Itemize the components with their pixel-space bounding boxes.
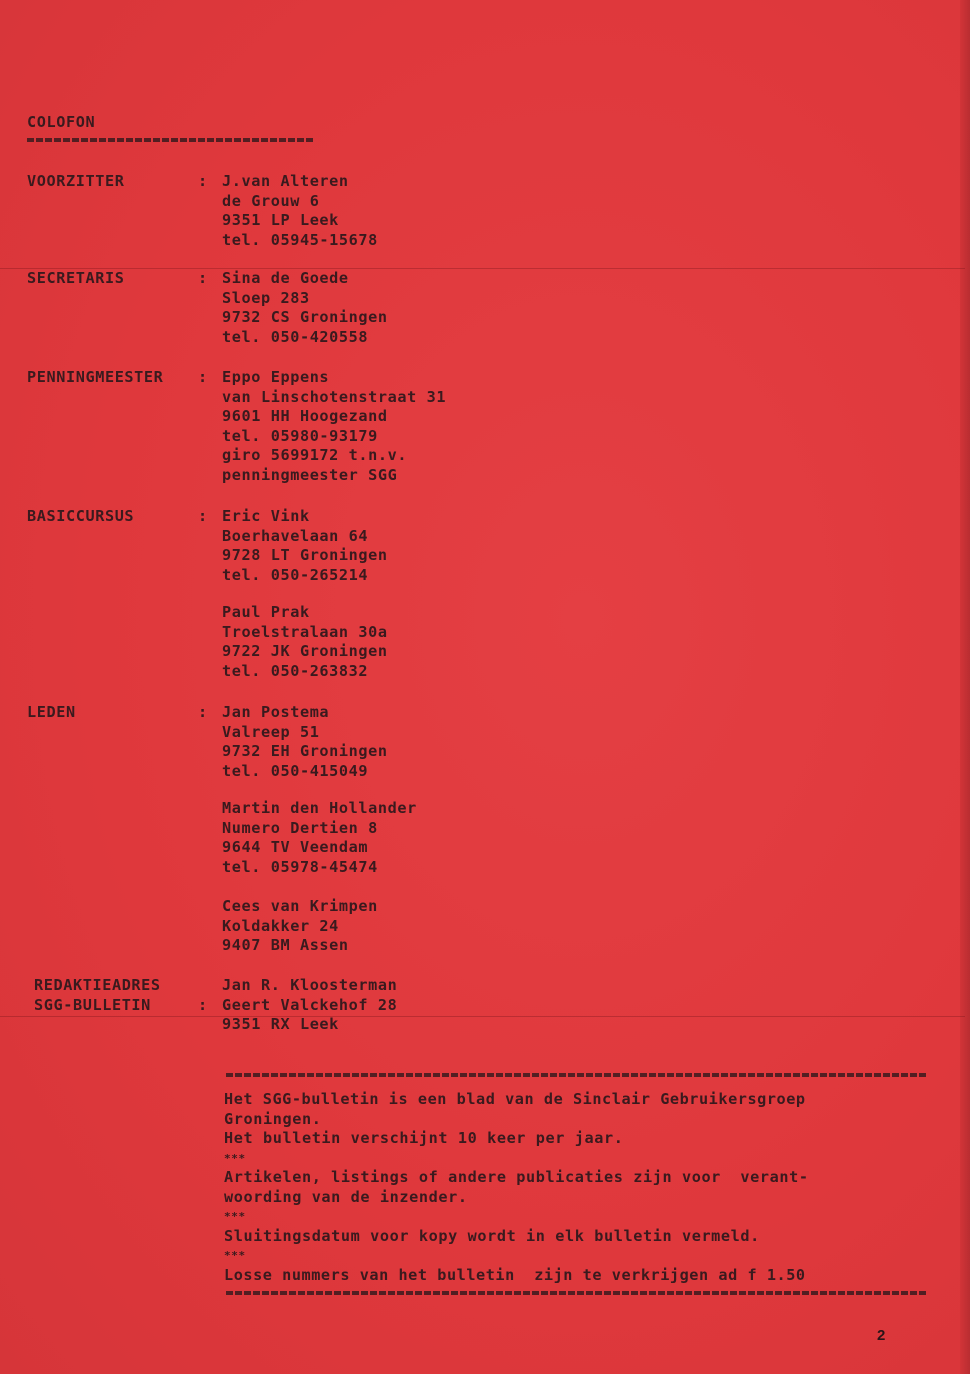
notice-line: woording van de inzender. — [224, 1187, 468, 1206]
page-title: COLOFON — [27, 113, 96, 131]
penningmeester-line: giro 5699172 t.n.v. — [222, 446, 408, 464]
redaktie-line: Jan R. Kloosterman — [222, 976, 398, 994]
basiccursus-line: 9728 LT Groningen — [222, 546, 388, 564]
basiccursus-line: Eric Vink — [222, 507, 310, 525]
leden-line: Cees van Krimpen — [222, 897, 378, 915]
penningmeester-line: 9601 HH Hoogezand — [222, 407, 388, 425]
title-underline — [27, 138, 313, 142]
redaktie-line: 9351 RX Leek — [222, 1015, 339, 1033]
notice-separator: *** — [224, 1151, 246, 1165]
notice-line: Groningen. — [224, 1109, 322, 1128]
fold-line — [0, 268, 965, 269]
notice-separator: *** — [224, 1210, 246, 1223]
penningmeester-line: tel. 05980-93179 — [222, 426, 378, 445]
label-redaktieadres: REDAKTIEADRES — [34, 976, 161, 994]
label-secretaris: SECRETARIS — [27, 269, 125, 287]
leden-line: 9644 TV Veendam — [222, 838, 369, 856]
colon: : — [198, 269, 208, 287]
paper-edge — [960, 0, 970, 1374]
basiccursus-line: 9722 JK Groningen — [222, 642, 388, 660]
voorzitter-line: tel. 05945-15678 — [222, 230, 378, 249]
fold-line — [0, 1016, 965, 1017]
colon: : — [198, 368, 208, 386]
notice-line: Het bulletin verschijnt 10 keer per jaar. — [224, 1129, 624, 1147]
secretaris-line: Sina de Goede — [222, 269, 349, 287]
notice-separator: *** — [224, 1249, 246, 1262]
leden-line: Martin den Hollander — [222, 799, 417, 817]
leden-line: tel. 05978-45474 — [222, 857, 378, 876]
colon: : — [198, 172, 208, 190]
notice-line: Artikelen, listings of andere publicaties zijn voor verant- — [224, 1168, 809, 1186]
leden-line: tel. 050-415049 — [222, 761, 369, 780]
basiccursus-line: Boerhavelaan 64 — [222, 526, 369, 545]
page-number: 2 — [877, 1327, 886, 1344]
penningmeester-line: van Linschotenstraat 31 — [222, 387, 447, 406]
colon: : — [198, 703, 208, 721]
penningmeester-line: penningmeester SGG — [222, 465, 398, 484]
label-penningmeester: PENNINGMEESTER — [27, 368, 164, 386]
basiccursus-line: tel. 050-265214 — [222, 565, 369, 584]
voorzitter-line: 9351 LP Leek — [222, 211, 339, 229]
label-voorzitter: VOORZITTER — [27, 172, 125, 190]
leden-line: Numero Dertien 8 — [222, 818, 378, 837]
leden-line: 9732 EH Groningen — [222, 742, 388, 760]
label-basiccursus: BASICCURSUS — [27, 507, 135, 525]
notice-line: Losse nummers van het bulletin zijn te verkrijgen ad f 1.50 — [224, 1265, 806, 1284]
colon: : — [198, 995, 208, 1014]
basiccursus-line: Troelstralaan 30a — [222, 622, 388, 641]
secretaris-line: 9732 CS Groningen — [222, 308, 388, 326]
leden-line: Jan Postema — [222, 703, 330, 721]
redaktie-line: Geert Valckehof 28 — [222, 995, 398, 1014]
voorzitter-line: de Grouw 6 — [222, 191, 320, 210]
notice-line: Het SGG-bulletin is een blad van de Sinclair Gebruikersgroep — [224, 1090, 806, 1108]
penningmeester-line: Eppo Eppens — [222, 368, 330, 386]
basiccursus-line: tel. 050-263832 — [222, 661, 369, 680]
colon: : — [198, 507, 208, 525]
basiccursus-line: Paul Prak — [222, 603, 310, 621]
leden-line: Koldakker 24 — [222, 916, 339, 935]
notice-line: Sluitingsdatum voor kopy wordt in elk bulletin vermeld. — [224, 1226, 760, 1245]
voorzitter-line: J.van Alteren — [222, 172, 349, 190]
label-sgg-bulletin: SGG-BULLETIN — [34, 995, 151, 1014]
secretaris-line: tel. 050-420558 — [222, 327, 369, 346]
leden-line: 9407 BM Assen — [222, 936, 349, 954]
leden-line: Valreep 51 — [222, 722, 320, 741]
secretaris-line: Sloep 283 — [222, 288, 310, 307]
notice-bottom-rule — [226, 1291, 926, 1295]
label-leden: LEDEN — [27, 703, 76, 721]
notice-top-rule — [226, 1073, 926, 1077]
